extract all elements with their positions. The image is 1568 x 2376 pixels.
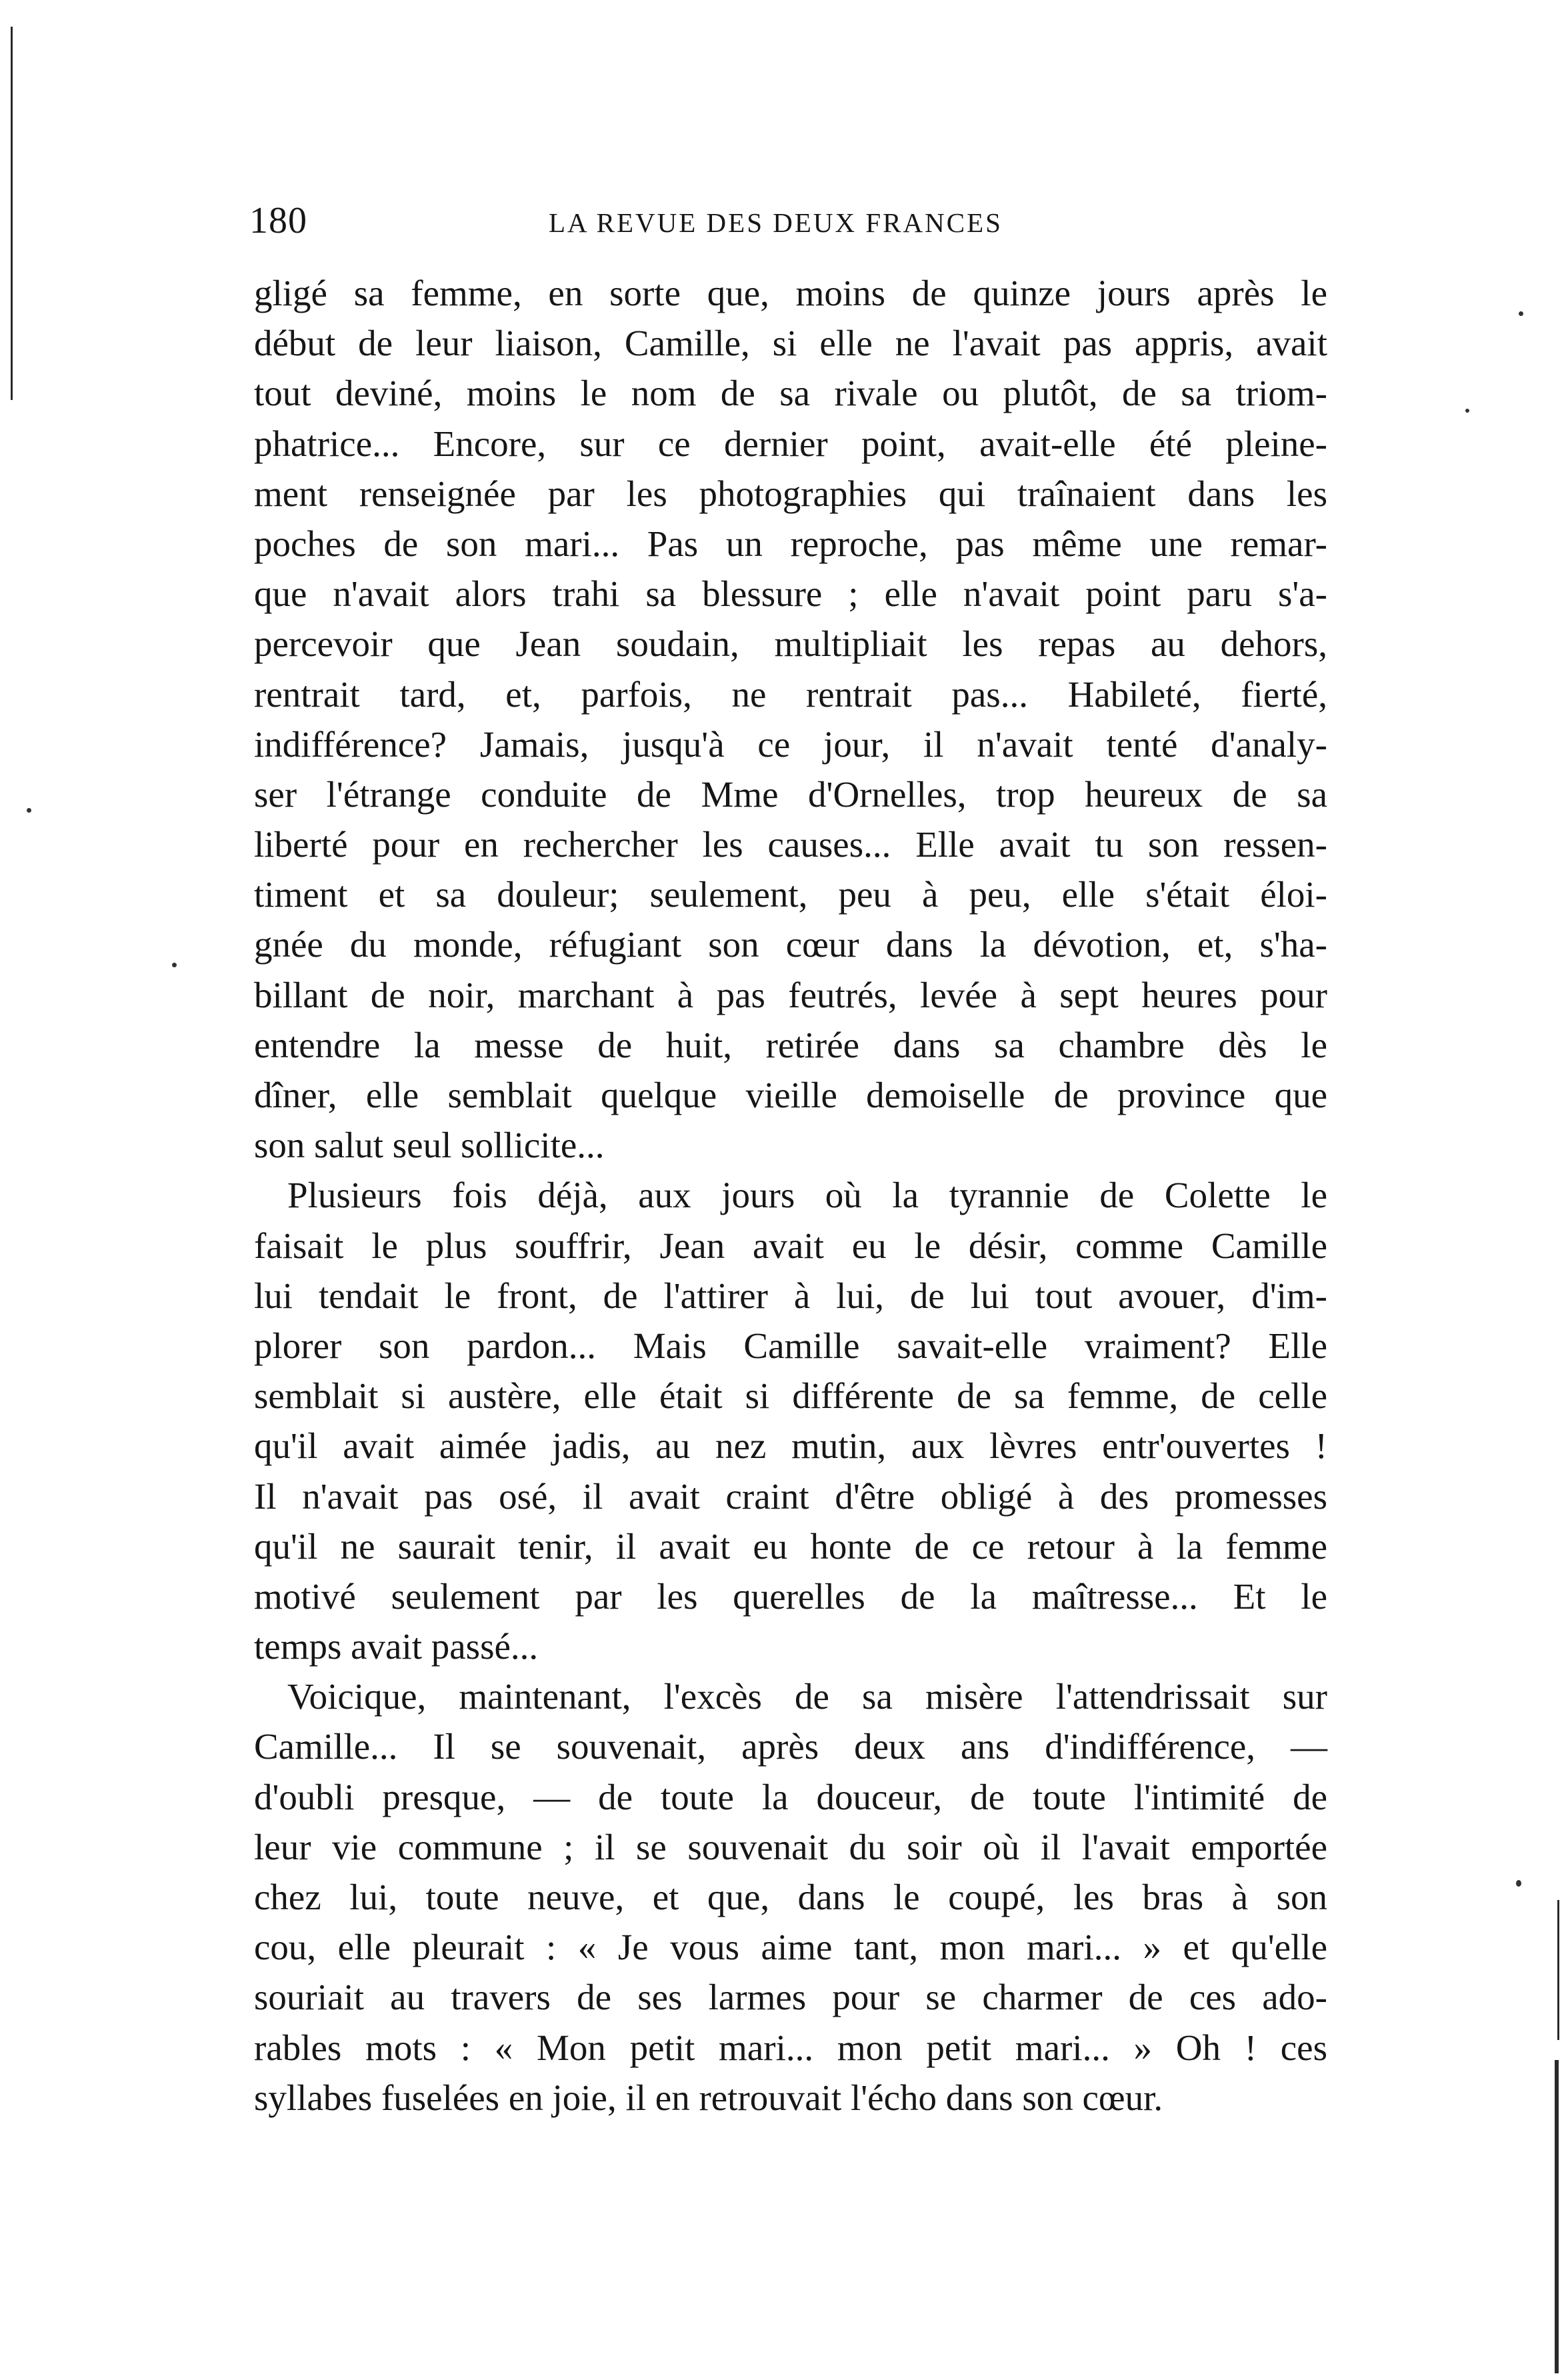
text-line: chez lui, toute neuve, et que, dans le coupé, les bras à son [254, 1877, 1327, 1917]
text-line: poches de son mari... Pas un reproche, pas même une remar- [254, 523, 1327, 564]
scan-speck [1519, 311, 1523, 316]
running-head: LA REVUE DES DEUX FRANCES [549, 207, 1003, 238]
text-line: tout deviné, moins le nom de sa rivale ou plutôt, de sa triom- [254, 373, 1327, 414]
text-line: Voicique, maintenant, l'excès de sa misère l'attendrissait sur [287, 1676, 1327, 1717]
text-line: son salut seul sollicite... [254, 1125, 605, 1166]
scan-speck [1516, 1880, 1521, 1887]
text-line: liberté pour en rechercher les causes... Elle avait tu son ressen- [254, 824, 1327, 865]
scan-speck [1465, 409, 1469, 413]
text-line: cou, elle pleurait : « Je vous aime tant, mon mari... » et qu'elle [254, 1927, 1327, 1968]
text-line: semblait si austère, elle était si différente de sa femme, de celle [254, 1375, 1327, 1417]
text-line: faisait le plus souffrir, Jean avait eu le désir, comme Camille [254, 1225, 1327, 1266]
text-line: Il n'avait pas osé, il avait craint d'être obligé à des promesses [254, 1475, 1327, 1517]
text-line: syllabes fuselées en joie, il en retrouvait l'écho dans son cœur. [254, 2077, 1163, 2118]
text-line: Camille... Il se souvenait, après deux ans d'indifférence, — [254, 1726, 1327, 1767]
text-line: percevoir que Jean soudain, multipliait les repas au dehors, [254, 623, 1327, 665]
text-line: plorer son pardon... Mais Camille savait-elle vraiment? Elle [254, 1325, 1327, 1366]
page-number: 180 [249, 200, 307, 241]
text-line: phatrice... Encore, sur ce dernier point, avait-elle été pleine- [254, 423, 1327, 464]
text-line: temps avait passé... [254, 1626, 539, 1667]
text-line: souriait au travers de ses larmes pour se charmer de ces ado- [254, 1977, 1327, 2018]
text-line: gligé sa femme, en sorte que, moins de quinze jours après le [254, 273, 1327, 313]
text-line: entendre la messe de huit, retirée dans sa chambre dès le [254, 1024, 1327, 1065]
text-line: début de leur liaison, Camille, si elle ne l'avait pas appris, avait [254, 323, 1327, 364]
text-line: rables mots : « Mon petit mari... mon petit mari... » Oh ! ces [254, 2027, 1327, 2068]
scan-speck [172, 963, 177, 967]
text-line: billant de noir, marchant à pas feutrés, levée à sept heures pour [254, 974, 1327, 1015]
text-line: ser l'étrange conduite de Mme d'Ornelles, trop heureux de sa [254, 773, 1327, 815]
text-line: que n'avait alors trahi sa blessure ; elle n'avait point paru s'a- [254, 573, 1327, 615]
text-line: rentrait tard, et, parfois, ne rentrait pas... Habileté, fierté, [254, 673, 1327, 715]
text-line: ment renseignée par les photographies qui traînaient dans les [254, 473, 1327, 514]
paragraph [254, 1170, 1327, 1671]
text-line: qu'il avait aimée jadis, au nez mutin, aux lèvres entr'ouvertes ! [254, 1425, 1327, 1467]
scan-edge-right-bottom [1555, 2060, 1559, 2373]
text-line: d'oubli presque, — de toute la douceur, de toute l'intimité de [254, 1776, 1327, 1817]
scan-speck [27, 808, 31, 813]
text-line: leur vie commune ; il se souvenait du soir où il l'avait emportée [254, 1826, 1327, 1867]
text-line: motivé seulement par les querelles de la maîtresse... Et le [254, 1575, 1327, 1617]
paragraph [254, 268, 1327, 1170]
text-line: lui tendait le front, de l'attirer à lui, de lui tout avouer, d'im- [254, 1275, 1327, 1316]
text-line: indifférence? Jamais, jusqu'à ce jour, il n'avait tenté d'analy- [254, 723, 1327, 765]
text-line: dîner, elle semblait quelque vieille demoiselle de province que [254, 1075, 1327, 1115]
body-text [254, 268, 1327, 2123]
text-line: gnée du monde, réfugiant son cœur dans la dévotion, et, s'ha- [254, 924, 1327, 965]
paragraph [254, 1671, 1327, 2123]
text-line: qu'il ne saurait tenir, il avait eu honte de ce retour à la femme [254, 1525, 1327, 1567]
text-line: timent et sa douleur; seulement, peu à peu, elle s'était éloi- [254, 874, 1327, 915]
scan-edge-right-top [1557, 1900, 1559, 2040]
text-line: Plusieurs fois déjà, aux jours où la tyrannie de Colette le [287, 1175, 1327, 1216]
scan-edge-left [11, 27, 13, 400]
